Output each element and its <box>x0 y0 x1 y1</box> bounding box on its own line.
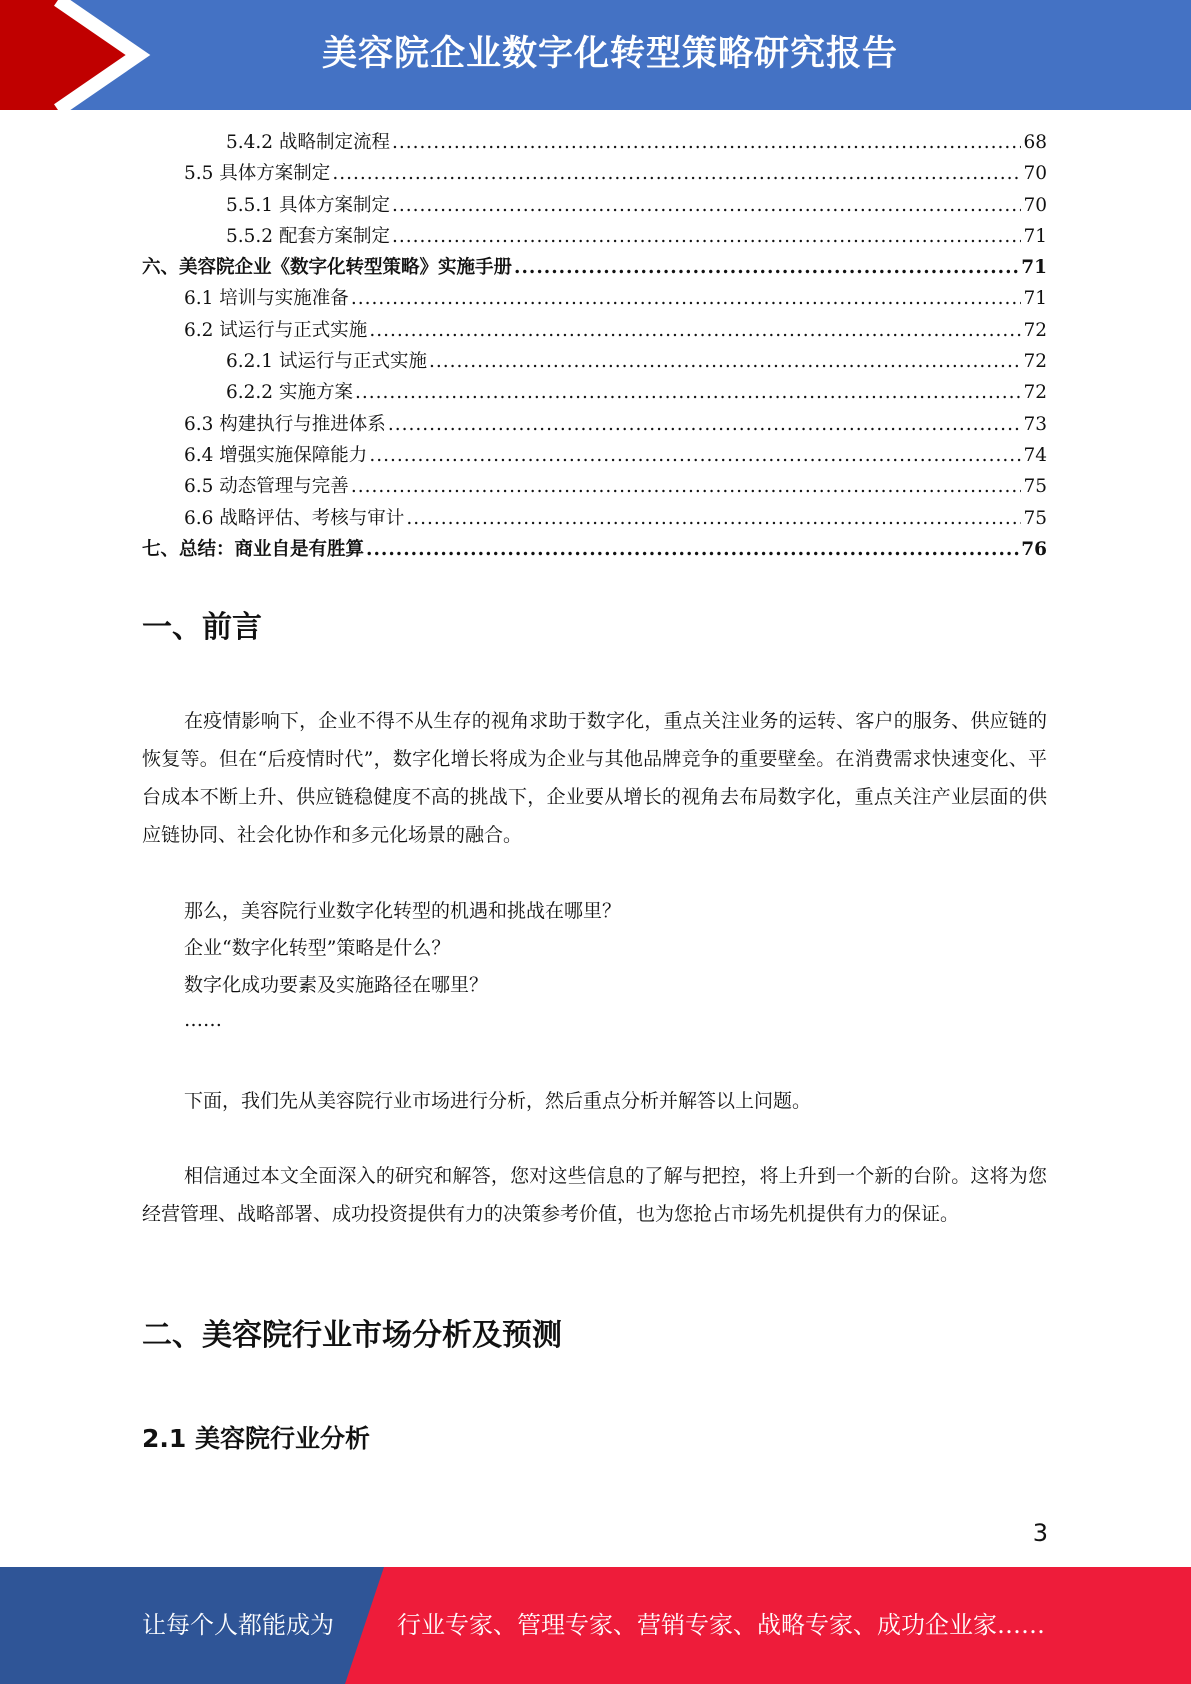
toc-entry-title: 6.3 构建执行与推进体系 <box>184 413 386 435</box>
toc-leader-dots <box>366 534 1019 565</box>
toc-entry-title: 七、总结：商业自是有胜算 <box>142 538 365 560</box>
toc-entry[interactable] <box>142 471 1047 502</box>
question-line: 那么，美容院行业数字化转型的机遇和挑战在哪里？ <box>184 900 622 922</box>
toc-entry-title: 六、美容院企业《数字化转型策略》实施手册 <box>142 257 513 279</box>
table-of-contents <box>142 127 1047 565</box>
toc-entry-page: 71 <box>1023 225 1047 247</box>
toc-entry-page: 71 <box>1021 257 1047 279</box>
toc-leader-dots <box>392 190 1021 221</box>
toc-entry-page: 70 <box>1023 194 1047 216</box>
toc-leader-dots <box>388 409 1022 440</box>
toc-entry-title: 5.5.1 具体方案制定 <box>226 194 390 216</box>
toc-leader-dots <box>406 503 1021 534</box>
toc-leader-dots <box>351 283 1022 314</box>
toc-entry-title: 6.2.1 试运行与正式实施 <box>226 351 427 373</box>
page-number: 3 <box>1032 1519 1048 1547</box>
toc-entry-page: 73 <box>1023 413 1047 435</box>
question-line: 数字化成功要素及实施路径在哪里？ <box>184 974 489 996</box>
toc-entry-page: 75 <box>1023 507 1047 529</box>
document-title: 美容院企业数字化转型策略研究报告 <box>321 34 898 74</box>
toc-entry-page: 71 <box>1023 288 1047 310</box>
toc-entry-page: 76 <box>1021 538 1047 560</box>
toc-entry-page: 70 <box>1023 163 1047 185</box>
intro-paragraph: 下面，我们先从美容院行业市场进行分析，然后重点分析并解答以上问题。 <box>184 1090 812 1112</box>
toc-entry-title: 6.6 战略评估、考核与审计 <box>184 507 405 529</box>
toc-leader-dots <box>351 471 1022 502</box>
question-ellipsis: …… <box>184 1009 222 1031</box>
toc-entry-page: 74 <box>1023 444 1047 466</box>
footer-banner <box>0 1567 1191 1684</box>
toc-leader-dots <box>332 158 1021 189</box>
toc-leader-dots <box>429 346 1021 377</box>
toc-leader-dots <box>355 377 1022 408</box>
toc-entry-page: 72 <box>1023 351 1047 373</box>
toc-leader-dots <box>392 127 1021 158</box>
toc-leader-dots <box>514 252 1019 283</box>
toc-entry-title: 6.2 试运行与正式实施 <box>184 319 368 341</box>
toc-entry[interactable] <box>142 221 1047 252</box>
subsection-heading: 2.1 美容院行业分析 <box>142 1424 370 1453</box>
section-heading-preface: 一、前言 <box>142 610 262 645</box>
footer-slogan-right: 行业专家、管理专家、营销专家、战略专家、成功企业家…… <box>397 1611 1045 1639</box>
question-line: 企业“数字化转型”策略是什么？ <box>184 937 451 959</box>
toc-leader-dots <box>369 315 1021 346</box>
footer-slogan-left: 让每个人都能成为 <box>142 1611 334 1639</box>
toc-entry[interactable] <box>142 503 1047 534</box>
toc-entry[interactable] <box>142 127 1047 158</box>
header-banner <box>0 0 1191 110</box>
toc-entry-title: 6.2.2 实施方案 <box>226 382 353 404</box>
toc-entry-title: 5.4.2 战略制定流程 <box>226 132 390 153</box>
closing-paragraph: 相信通过本文全面深入的研究和解答，您对这些信息的了解与把控，将上升到一个新的台阶。这将为您经营管理、战略部署、成功投资提供有力的决策参考价值，也为您抢占市场先机提供有力的保证。 <box>142 1165 1047 1225</box>
toc-entry[interactable] <box>142 252 1047 283</box>
toc-entry[interactable] <box>142 409 1047 440</box>
toc-entry[interactable] <box>142 346 1047 377</box>
toc-entry[interactable] <box>142 315 1047 346</box>
toc-leader-dots <box>392 221 1021 252</box>
toc-entry-title: 6.1 培训与实施准备 <box>184 288 349 310</box>
toc-entry[interactable] <box>142 190 1047 221</box>
toc-leader-dots <box>369 440 1021 471</box>
preface-paragraph: 在疫情影响下，企业不得不从生存的视角求助于数字化，重点关注业务的运转、客户的服务、供应链的恢复等。但在“后疫情时代”，数字化增长将成为企业与其他品牌竞争的重要壁垒。在消费需求快速变化、平台成本不断上升、供应链稳健度不高的挑战下，企业要从增长的视角去布局数字化，重点关注产业层面的供应链协同、社会化协作和多元化场景的融合。 <box>142 710 1047 846</box>
toc-entry-title: 5.5 具体方案制定 <box>184 163 331 185</box>
section-heading-market-analysis: 二、美容院行业市场分析及预测 <box>142 1318 562 1353</box>
toc-entry[interactable] <box>142 377 1047 408</box>
toc-entry[interactable] <box>142 158 1047 189</box>
toc-entry-page: 72 <box>1023 382 1047 404</box>
toc-entry[interactable] <box>142 534 1047 565</box>
toc-entry-page: 68 <box>1023 132 1047 153</box>
toc-entry-page: 72 <box>1023 319 1047 341</box>
toc-entry[interactable] <box>142 440 1047 471</box>
toc-entry-page: 75 <box>1023 476 1047 498</box>
toc-entry-title: 5.5.2 配套方案制定 <box>226 225 390 247</box>
toc-entry-title: 6.5 动态管理与完善 <box>184 476 349 498</box>
toc-entry-title: 6.4 增强实施保障能力 <box>184 444 368 466</box>
toc-entry[interactable] <box>142 283 1047 314</box>
